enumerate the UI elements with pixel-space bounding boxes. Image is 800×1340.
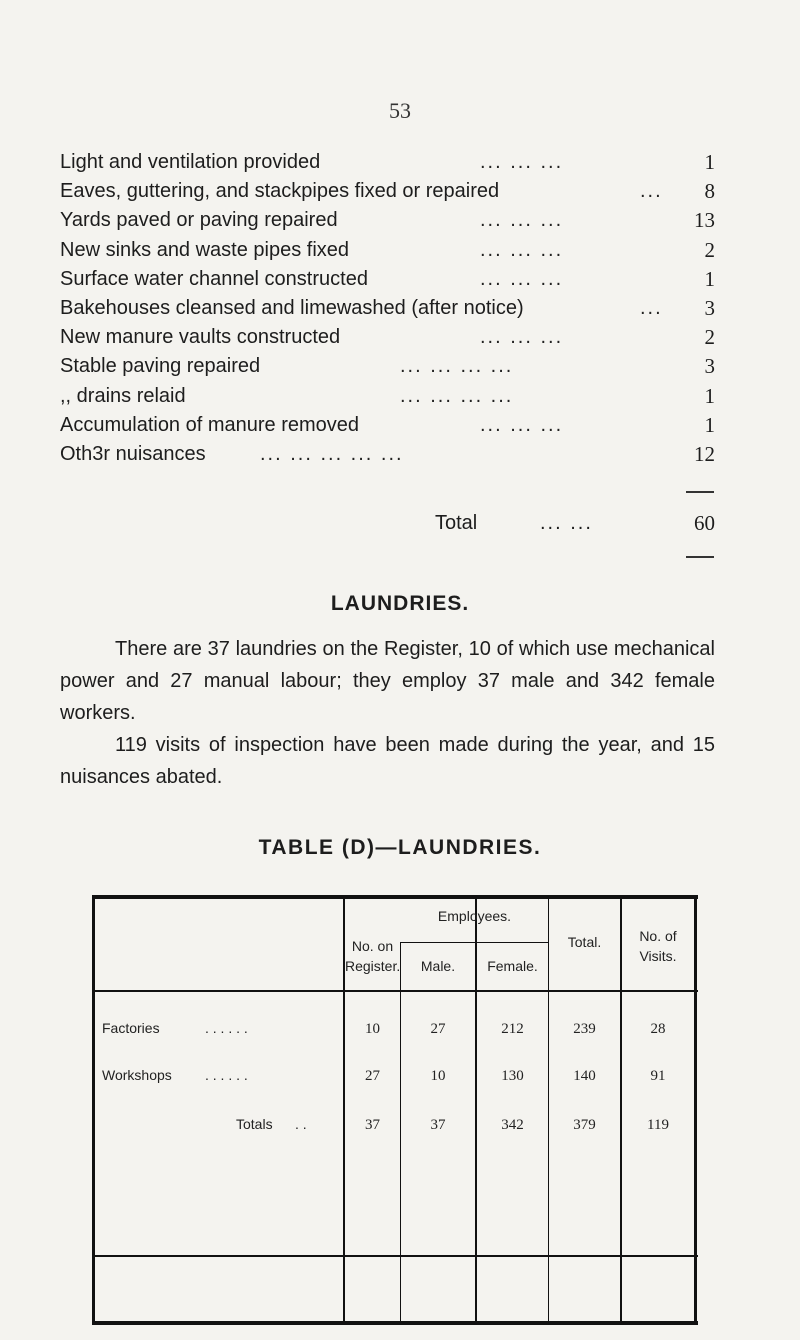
cell-register: 27 — [365, 1068, 380, 1084]
table-border-bottom — [92, 1321, 698, 1325]
list-item — [60, 294, 715, 323]
nuisance-label: New manure vaults constructed — [60, 326, 341, 349]
dot-leader: ... ... ... — [480, 326, 564, 349]
table-heading: TABLE (D)—LAUNDRIES. — [258, 836, 542, 859]
dot-leader: ... ... ... — [480, 267, 564, 290]
table-header-divider — [92, 990, 698, 992]
nuisance-count: 2 — [704, 325, 715, 350]
laundries-table — [0, 880, 800, 1340]
divider — [686, 491, 714, 493]
cell-female: 212 — [501, 1021, 524, 1037]
dot-leader: ... ... ... — [480, 209, 564, 232]
nuisance-list — [60, 148, 715, 469]
nuisance-count: 13 — [694, 208, 715, 233]
dot-leader: . . . . . . — [205, 1020, 248, 1036]
header-employees: Employees. — [437, 908, 512, 924]
nuisance-label: ,, drains relaid — [60, 384, 186, 407]
nuisance-label: Oth3r nuisances — [60, 442, 206, 465]
nuisance-count: 8 — [704, 179, 715, 204]
dot-leader: ... ... ... — [480, 238, 564, 261]
list-item — [60, 177, 715, 206]
cell-visits: 91 — [650, 1068, 666, 1084]
header-male: Male. — [420, 958, 456, 974]
total-value: 60 — [694, 511, 715, 535]
list-item — [60, 440, 715, 469]
nuisance-count: 12 — [694, 441, 715, 466]
nuisance-label: Surface water channel constructed — [60, 267, 368, 290]
header-total: Total. — [567, 934, 602, 950]
nuisance-count: 1 — [704, 383, 715, 408]
nuisance-count: 1 — [704, 412, 715, 437]
list-item — [60, 236, 715, 265]
total-row — [60, 508, 715, 538]
cell-total: 239 — [573, 1021, 596, 1037]
dot-leader: ... ... ... ... — [400, 355, 514, 378]
section-heading: LAUNDRIES. — [330, 592, 470, 615]
list-item — [60, 352, 715, 381]
list-item — [60, 148, 715, 177]
header-female: Female. — [487, 958, 538, 974]
dot-leader: . . . . . . — [205, 1067, 248, 1083]
paragraph: 119 visits of inspection have been made during the year, and 15 nuisances abated. — [60, 734, 715, 788]
cell-total: 140 — [573, 1068, 596, 1084]
table-border-right — [694, 895, 697, 1325]
page-number: 53 — [389, 98, 411, 123]
dot-leader: ... ... ... ... ... — [260, 442, 404, 465]
dot-leader: ... — [640, 296, 663, 319]
dot-leader: . . — [295, 1116, 307, 1132]
paragraph: There are 37 laundries on the Register, 10 of which use mechanical power and 27 manual labour; they employ 37 male and 342 female workers. — [60, 638, 715, 724]
totals-label: Totals — [236, 1116, 273, 1132]
cell-visits: 28 — [650, 1021, 666, 1037]
table-border-top — [92, 895, 698, 899]
cell-female: 342 — [501, 1117, 524, 1133]
row-label: Factories — [102, 1020, 160, 1036]
list-item — [60, 206, 715, 235]
dot-leader: ... ... ... — [480, 413, 564, 436]
cell-total: 379 — [573, 1117, 596, 1133]
nuisance-label: Stable paving repaired — [60, 355, 261, 378]
list-item — [60, 382, 715, 411]
cell-male: 27 — [430, 1021, 446, 1037]
nuisance-label: Light and ventilation provided — [60, 151, 321, 173]
nuisance-count: 3 — [704, 295, 715, 320]
cell-male: 10 — [430, 1068, 446, 1084]
header-visits: No. of Visits. — [639, 928, 677, 964]
table-border-left — [92, 895, 95, 1325]
cell-register: 37 — [365, 1117, 380, 1133]
nuisance-count: 2 — [704, 237, 715, 262]
table-totals-divider — [92, 1255, 698, 1257]
dot-leader: ... — [640, 180, 663, 203]
list-item — [60, 265, 715, 294]
nuisance-label: Bakehouses cleansed and limewashed (after notice) — [60, 296, 524, 319]
dot-leader: ... ... ... ... — [400, 384, 514, 407]
dot-leader: ... ... — [540, 512, 593, 534]
header-register: No. on Register. — [345, 938, 401, 974]
total-label: Total — [435, 512, 478, 534]
nuisance-count: 1 — [704, 266, 715, 291]
nuisance-label: Accumulation of manure removed — [60, 413, 360, 436]
cell-visits: 119 — [647, 1117, 669, 1133]
nuisance-count: 3 — [704, 354, 715, 379]
subheader-divider — [400, 942, 548, 943]
dot-leader: ... ... ... — [480, 151, 564, 173]
nuisance-count: 1 — [704, 150, 715, 174]
nuisance-label: Yards paved or paving repaired — [60, 209, 338, 232]
cell-female: 130 — [501, 1068, 524, 1084]
nuisance-label: Eaves, guttering, and stackpipes fixed or repaired — [60, 180, 500, 203]
nuisance-label: New sinks and waste pipes fixed — [60, 238, 350, 261]
row-label: Workshops — [102, 1067, 172, 1083]
list-item — [60, 323, 715, 352]
divider — [686, 556, 714, 558]
cell-register: 10 — [365, 1021, 380, 1037]
column-divider — [548, 895, 549, 1325]
list-item — [60, 411, 715, 440]
cell-male: 37 — [430, 1117, 446, 1133]
